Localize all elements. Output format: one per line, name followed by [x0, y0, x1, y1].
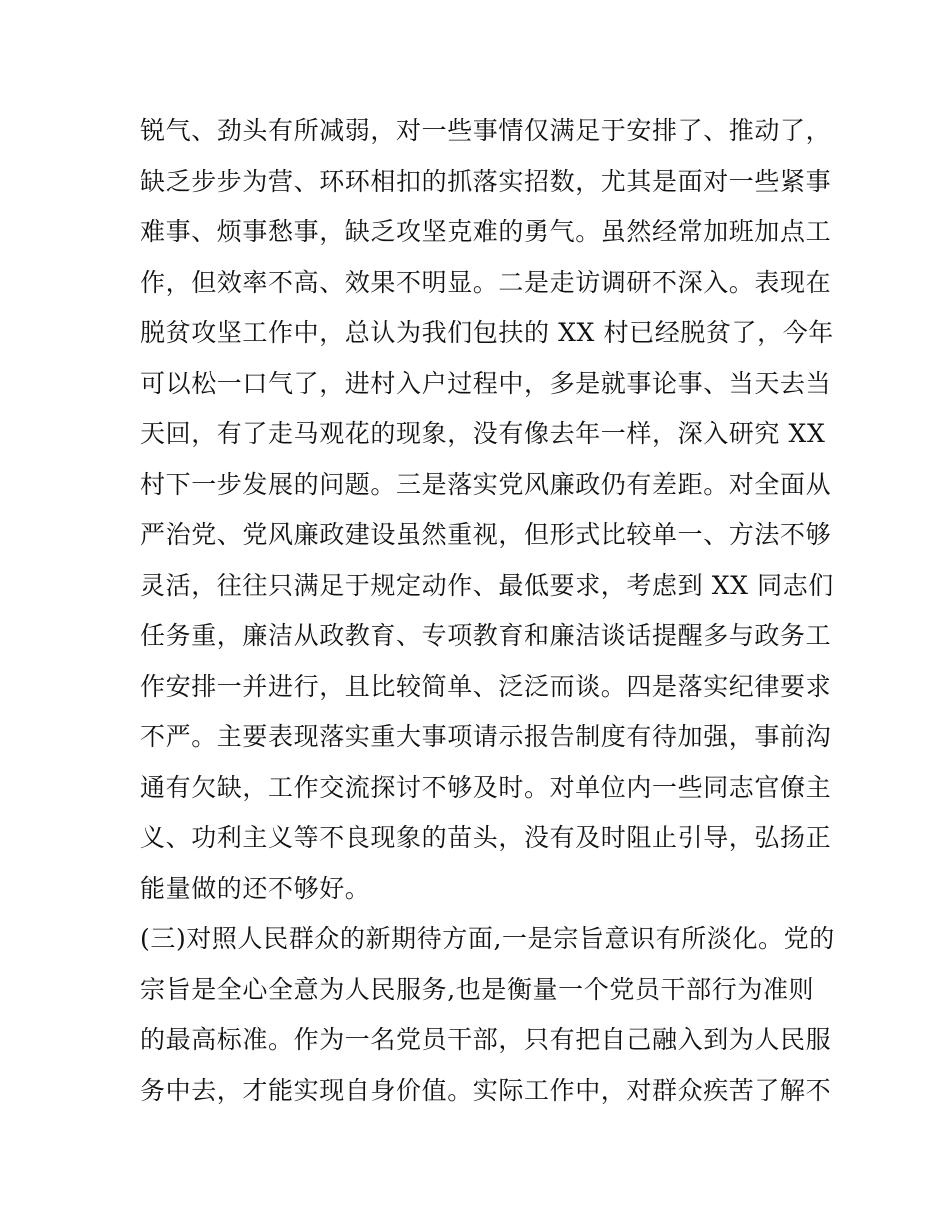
text-line: 缺乏步步为营、环环相扣的抓落实招数，尤其是面对一些紧事	[140, 166, 832, 196]
text-line: 可以松一口气了，进村入户过程中，多是就事论事、当天去当	[140, 368, 832, 398]
text-line: 通有欠缺，工作交流探讨不够及时。对单位内一些同志官僚主	[140, 772, 832, 802]
text-line: 任务重，廉洁从政教育、专项教育和廉洁谈话提醒多与政务工	[140, 621, 832, 650]
text-line: 作安排一并进行，且比较简单、泛泛而谈。四是落实纪律要求	[140, 671, 832, 701]
text-line: 宗旨是全心全意为人民服务,也是衡量一个党员干部行为准则	[140, 974, 815, 1004]
text-line: 务中去，才能实现自身价值。实际工作中，对群众疾苦了解不	[140, 1075, 832, 1105]
text-line: 天回，有了走马观花的现象，没有像去年一样，深入研究 XX	[140, 419, 826, 448]
text-line: 脱贫攻坚工作中，总认为我们包扶的 XX 村已经脱贫了，今年	[140, 318, 834, 347]
text-line: 锐气、劲头有所减弱，对一些事情仅满足于安排了、推动了，	[140, 116, 832, 145]
text-line: 能量做的还不够好。	[140, 873, 371, 903]
text-line: 难事、烦事愁事，缺乏攻坚克难的勇气。虽然经常加班加点工	[140, 217, 832, 246]
text-line: 的最高标准。作为一名党员干部，只有把自己融入到为人民服	[140, 1025, 832, 1054]
text-line: 村下一步发展的问题。三是落实党风廉政仍有差距。对全面从	[140, 469, 832, 499]
text-line: 不严。主要表现落实重大事项请示报告制度有待加强，事前沟	[140, 722, 832, 751]
text-line: 灵活，往往只满足于规定动作、最低要求，考虑到 XX 同志们	[140, 570, 834, 600]
text-line: 作，但效率不高、效果不明显。二是走访调研不深入。表现在	[140, 267, 832, 297]
text-line: 义、功利主义等不良现象的苗头，没有及时阻止引导，弘扬正	[140, 823, 832, 852]
document-body	[140, 106, 835, 1116]
section-heading-line: (三)对照人民群众的新期待方面,一是宗旨意识有所淡化。党的	[140, 924, 835, 953]
text-line: 严治党、党风廉政建设虽然重视，但形式比较单一、方法不够	[140, 520, 832, 549]
